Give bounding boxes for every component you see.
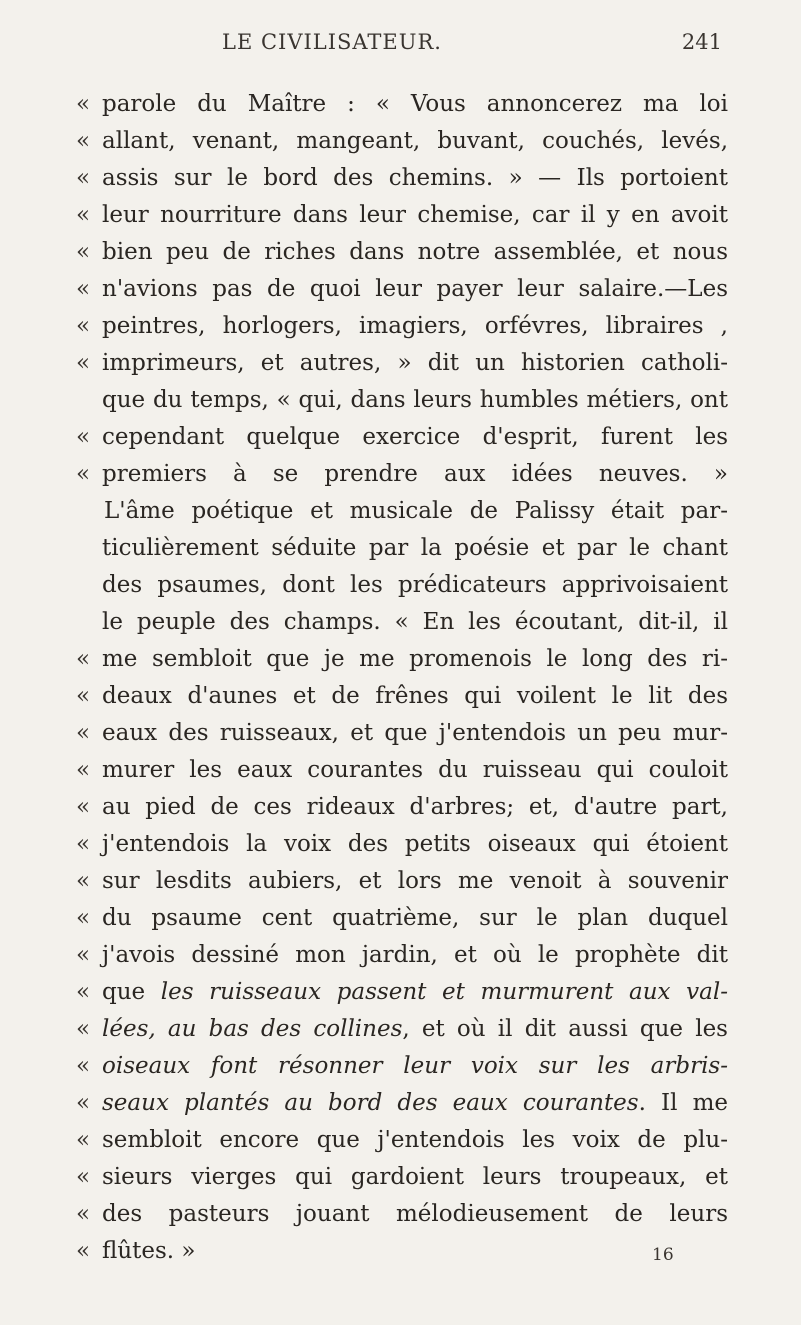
- text-line: [76, 456, 728, 493]
- line-text: cependant quelque exercice d'esprit, furent les: [102, 424, 728, 450]
- text-line: [76, 826, 728, 863]
- line-text: peintres, horlogers, imagiers, orfévres, libraires ,: [102, 313, 728, 339]
- text-line: [76, 1011, 728, 1048]
- running-title: LE CIVILISATEUR.: [222, 30, 442, 54]
- line-text: du psaume cent quatrième, sur le plan duquel: [102, 905, 728, 931]
- body-text: [76, 86, 728, 1270]
- quote-mark: «: [76, 1164, 91, 1190]
- quote-mark: «: [76, 720, 91, 746]
- quote-mark: «: [76, 1053, 91, 1079]
- line-text: me sembloit que je me promenois le long des ri-: [102, 646, 728, 672]
- text-line: [76, 493, 728, 530]
- line-text: des pasteurs jouant mélodieusement de leurs: [102, 1201, 728, 1227]
- quote-mark: «: [76, 646, 91, 672]
- text-line: [76, 604, 728, 641]
- line-text: bien peu de riches dans notre assemblée, et nous: [102, 239, 728, 265]
- italic-text: les ruisseaux passent et murmurent aux val-: [160, 979, 728, 1005]
- line-text: ticulièrement séduite par la poésie et par le chant: [102, 535, 728, 561]
- italic-text: lées, au bas des collines: [102, 1016, 403, 1042]
- line-text: n'avions pas de quoi leur payer leur salaire.—Les: [102, 276, 728, 302]
- line-text: eaux des ruisseaux, et que j'entendois un peu mur-: [102, 720, 728, 746]
- text-line: [76, 937, 728, 974]
- text-line: [76, 1233, 728, 1270]
- quote-mark: «: [76, 831, 91, 857]
- line-text: j'entendois la voix des petits oiseaux qui étoient: [102, 831, 728, 857]
- quote-mark: «: [76, 1090, 91, 1116]
- text-line: [76, 567, 728, 604]
- line-text: deaux d'aunes et de frênes qui voilent le lit des: [102, 683, 728, 709]
- quote-mark: «: [76, 942, 91, 968]
- line-text: murer les eaux courantes du ruisseau qui couloit: [102, 757, 728, 783]
- text-line: [76, 197, 728, 234]
- text-line: [76, 345, 728, 382]
- line-text: flûtes. »: [102, 1238, 196, 1264]
- quote-mark: «: [76, 1238, 91, 1264]
- quote-mark: «: [76, 128, 91, 154]
- quote-mark: «: [76, 1127, 91, 1153]
- quote-mark: «: [76, 1016, 91, 1042]
- text-line: [76, 641, 728, 678]
- quote-mark: «: [76, 979, 91, 1005]
- quote-mark: «: [76, 276, 91, 302]
- text-line: [76, 530, 728, 567]
- quote-mark: «: [76, 461, 91, 487]
- line-text: premiers à se prendre aux idées neuves. »: [102, 461, 728, 487]
- text-line: [76, 123, 728, 160]
- line-text: des psaumes, dont les prédicateurs apprivoisaient: [102, 572, 728, 598]
- text-line: [76, 1122, 728, 1159]
- line-text: sieurs vierges qui gardoient leurs troupeaux, et: [102, 1164, 728, 1190]
- quote-mark: «: [76, 1201, 91, 1227]
- quote-mark: «: [76, 868, 91, 894]
- text-line: [76, 1159, 728, 1196]
- text-line: [76, 1196, 728, 1233]
- line-text: sembloit encore que j'entendois les voix de plu-: [102, 1127, 728, 1153]
- line-text: assis sur le bord des chemins. » — Ils portoient: [102, 165, 728, 191]
- text-line: [76, 974, 728, 1011]
- text-line: [76, 863, 728, 900]
- text-line: [76, 308, 728, 345]
- quote-mark: «: [76, 165, 91, 191]
- quote-mark: «: [76, 683, 91, 709]
- text-line: [76, 752, 728, 789]
- line-text-tail: , et où il dit aussi que les: [402, 1016, 728, 1042]
- line-text: sur lesdits aubiers, et lors me venoit à souvenir: [102, 868, 728, 894]
- quote-mark: «: [76, 794, 91, 820]
- text-line: [76, 1085, 728, 1122]
- text-line: [76, 900, 728, 937]
- italic-text: seaux plantés au bord des eaux courantes: [102, 1090, 639, 1116]
- signature-mark: 16: [652, 1245, 674, 1265]
- text-line: [76, 382, 728, 419]
- quote-mark: «: [76, 91, 91, 117]
- line-text: L'âme poétique et musicale de Palissy était par-: [104, 498, 728, 524]
- text-line: [76, 678, 728, 715]
- text-line: [76, 715, 728, 752]
- text-line: [76, 789, 728, 826]
- line-text: le peuple des champs. « En les écoutant, dit-il, il: [102, 609, 728, 635]
- text-line: [76, 1048, 728, 1085]
- line-text: j'avois dessiné mon jardin, et où le prophète dit: [102, 942, 728, 968]
- line-text: imprimeurs, et autres, » dit un historien catholi-: [102, 350, 728, 376]
- line-text: parole du Maître : « Vous annoncerez ma loi: [102, 91, 728, 117]
- quote-mark: «: [76, 350, 91, 376]
- quote-mark: «: [76, 202, 91, 228]
- line-text: au pied de ces rideaux d'arbres; et, d'autre part,: [102, 794, 728, 820]
- line-text-tail: . Il me: [638, 1090, 728, 1116]
- quote-mark: «: [76, 239, 91, 265]
- italic-text: oiseaux font résonner leur voix sur les arbris-: [102, 1053, 728, 1079]
- quote-mark: «: [76, 757, 91, 783]
- line-text: que: [102, 979, 161, 1005]
- quote-mark: «: [76, 424, 91, 450]
- text-line: [76, 160, 728, 197]
- quote-mark: «: [76, 905, 91, 931]
- text-line: [76, 86, 728, 123]
- text-line: [76, 419, 728, 456]
- line-text: leur nourriture dans leur chemise, car il y en avoit: [102, 202, 728, 228]
- page-number: 241: [681, 30, 722, 54]
- text-line: [76, 234, 728, 271]
- text-line: [76, 271, 728, 308]
- line-text: allant, venant, mangeant, buvant, couchés, levés,: [102, 128, 728, 154]
- running-head: [222, 30, 722, 60]
- quote-mark: «: [76, 313, 91, 339]
- line-text: que du temps, « qui, dans leurs humbles métiers, ont: [102, 387, 728, 413]
